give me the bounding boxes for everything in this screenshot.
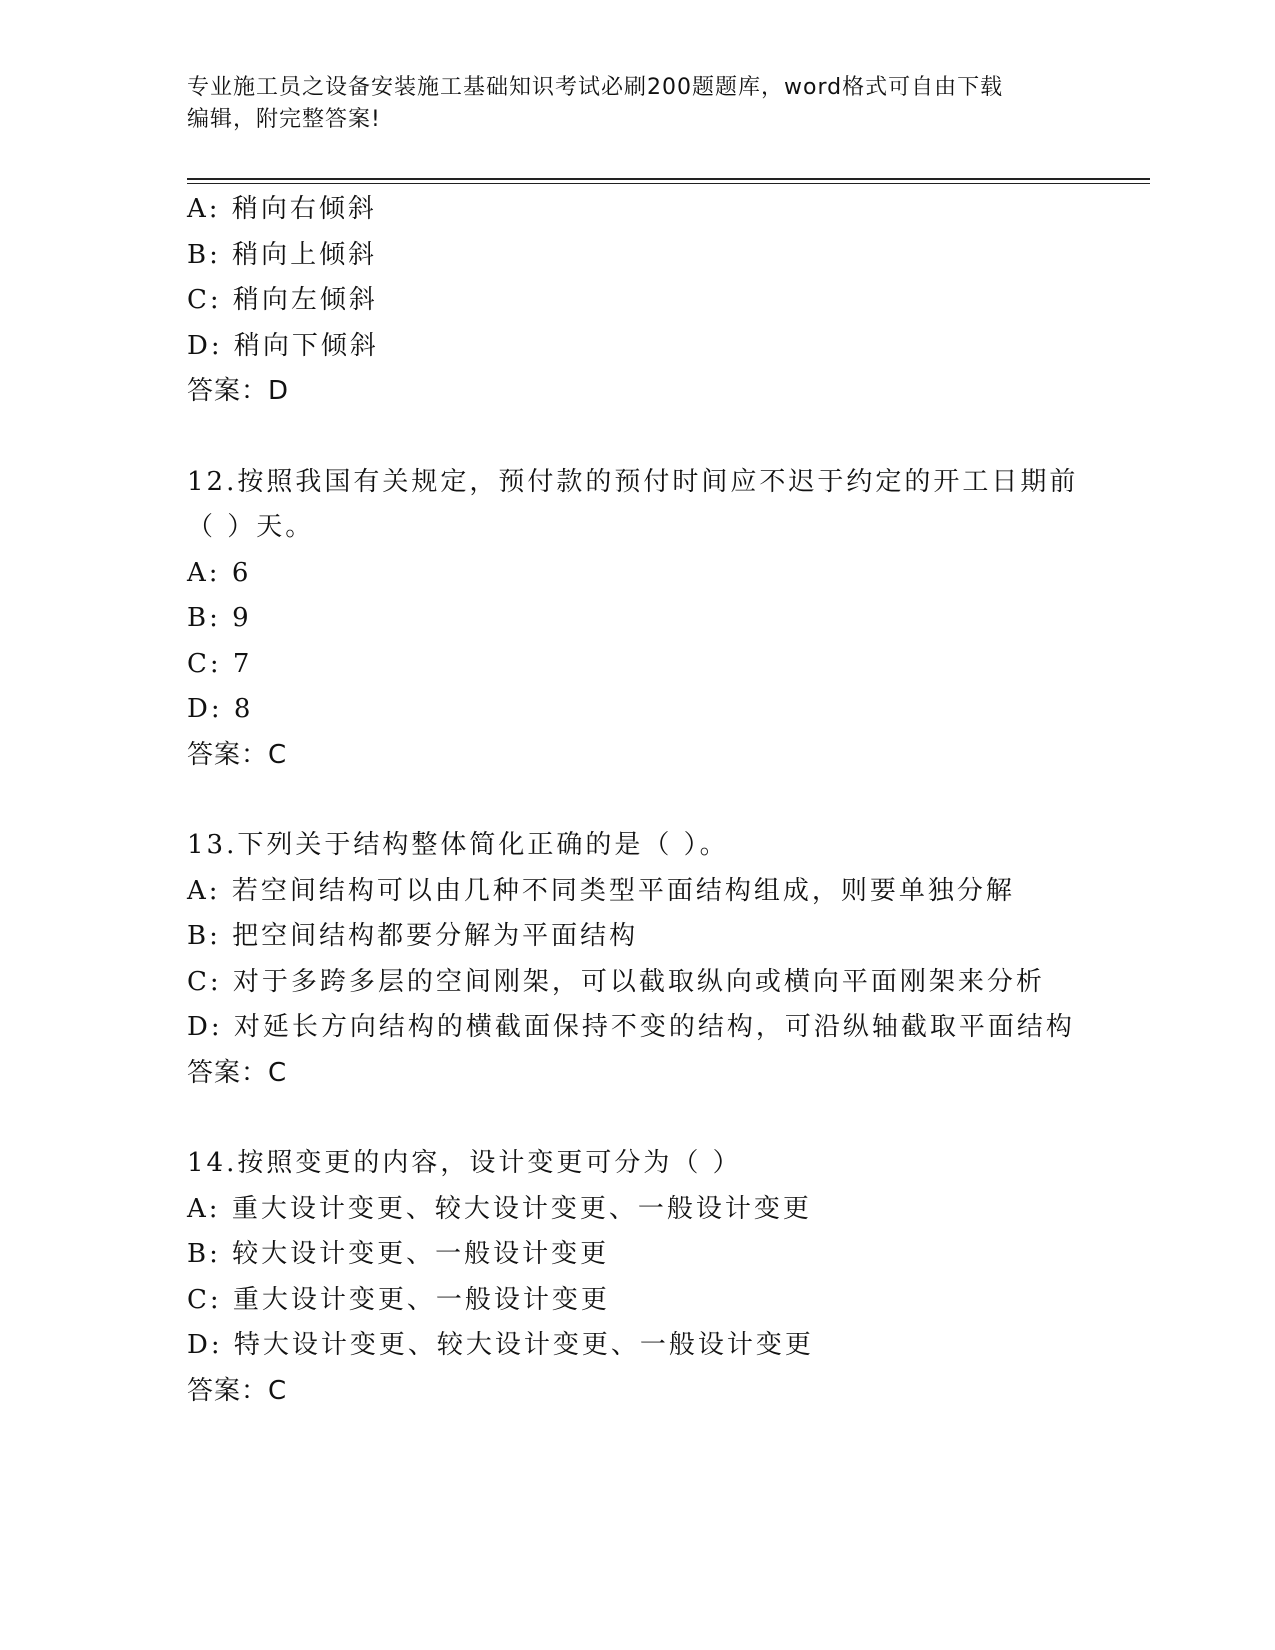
option-d: D: 特大设计变更、较大设计变更、一般设计变更	[187, 1330, 814, 1360]
question-list	[187, 187, 1187, 1414]
answer-line: 答案：C	[187, 739, 288, 770]
header-rule-thin	[187, 183, 1150, 184]
option-a: A: 稍向右倾斜	[187, 194, 377, 224]
option-a: A: 6	[187, 557, 252, 588]
question-stem: 13.下列关于结构整体简化正确的是（ ）。	[187, 830, 729, 860]
option-b: B: 稍向上倾斜	[187, 239, 378, 270]
option-d: D: 对延长方向结构的横截面保持不变的结构，可沿纵轴截取平面结构	[187, 1012, 1075, 1042]
option-c: C: 重大设计变更、一般设计变更	[187, 1284, 610, 1315]
answer-line: 答案：D	[187, 376, 290, 406]
question-block-12	[187, 460, 1187, 779]
header-line-2: 编辑，附完整答案!	[187, 107, 381, 132]
option-b: B: 较大设计变更、一般设计变更	[187, 1239, 610, 1269]
option-b: B: 9	[187, 603, 252, 633]
option-a: A: 若空间结构可以由几种不同类型平面结构组成，则要单独分解	[187, 875, 1015, 906]
question-block-continued	[187, 187, 1187, 415]
header-line-1: 专业施工员之设备安装施工基础知识考试必刷200题题库，word格式可自由下载	[187, 75, 1004, 100]
question-stem: 14.按照变更的内容，设计变更可分为（ ）	[187, 1148, 742, 1178]
question-stem: 12.按照我国有关规定，预付款的预付时间应不迟于约定的开工日期前	[187, 466, 1079, 497]
option-c: C: 7	[187, 648, 253, 679]
question-block-14	[187, 1141, 1187, 1414]
option-d: D: 8	[187, 694, 254, 724]
question-stem-cont: （ ）天。	[187, 512, 315, 542]
question-block-13	[187, 823, 1187, 1096]
option-c: C: 稍向左倾斜	[187, 285, 378, 315]
option-c: C: 对于多跨多层的空间刚架，可以截取纵向或横向平面刚架来分析	[187, 966, 1045, 997]
header-rule-thick	[187, 178, 1150, 180]
option-d: D: 稍向下倾斜	[187, 330, 379, 361]
option-b: B: 把空间结构都要分解为平面结构	[187, 921, 639, 951]
answer-line: 答案：C	[187, 1375, 288, 1406]
document-header	[187, 72, 1087, 136]
answer-line: 答案：C	[187, 1057, 288, 1088]
option-a: A: 重大设计变更、较大设计变更、一般设计变更	[187, 1193, 812, 1224]
